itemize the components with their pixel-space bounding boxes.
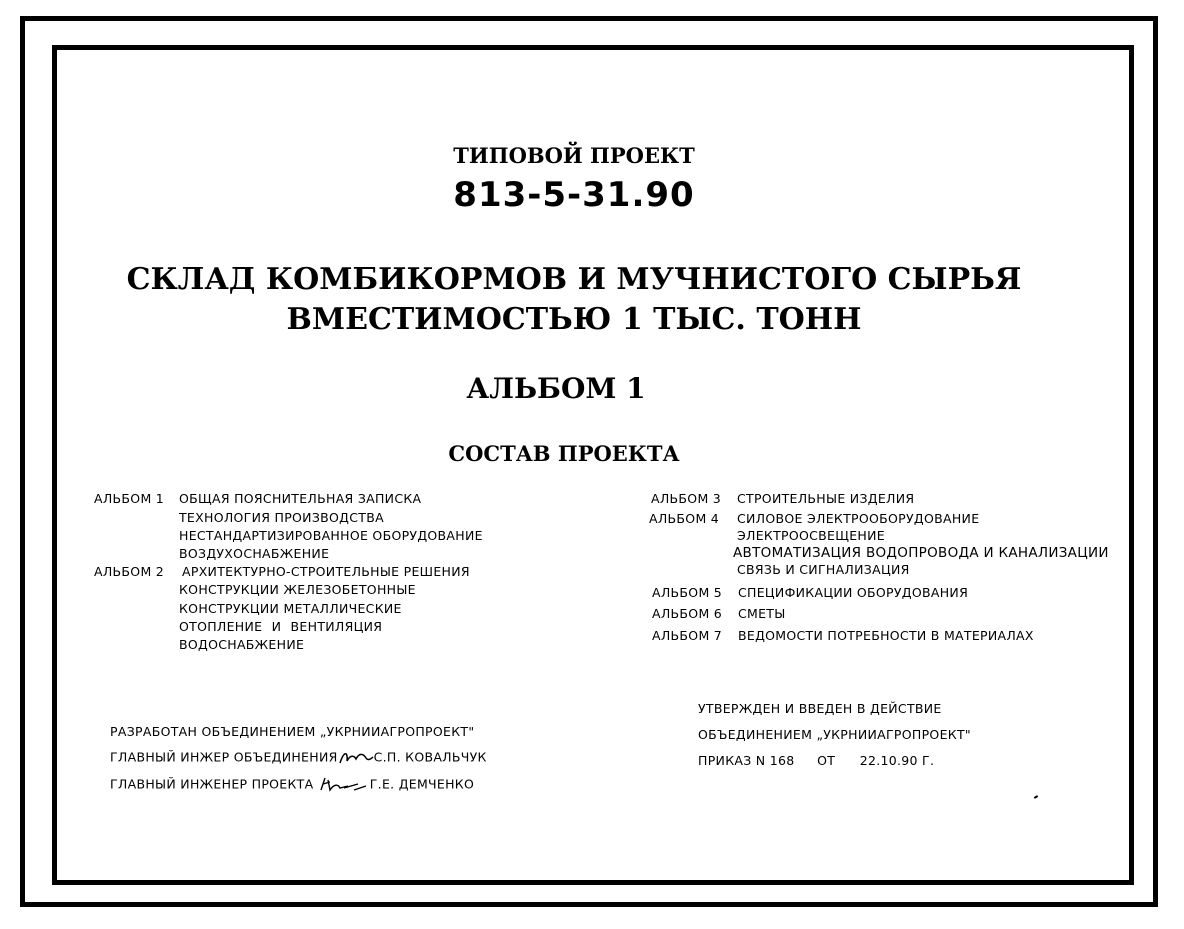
album-2-item: КОНСТРУКЦИИ МЕТАЛЛИЧЕСКИЕ	[179, 601, 402, 616]
album-2-item: КОНСТРУКЦИИ ЖЕЛЕЗОБЕТОННЫЕ	[179, 582, 416, 597]
signature-kovalchuk-icon	[338, 749, 374, 767]
order-date: 22.10.90 Г.	[859, 753, 935, 768]
chief-engineer-name: С.П. КОВАЛЬЧУК	[373, 749, 487, 765]
album-5-item: СПЕЦИФИКАЦИИ ОБОРУДОВАНИЯ	[738, 585, 969, 600]
album-7-label: АЛЬБОМ 7	[652, 628, 723, 643]
album-2-item: АРХИТЕКТУРНО-СТРОИТЕЛЬНЫЕ РЕШЕНИЯ	[182, 564, 470, 579]
developed-by: РАЗРАБОТАН ОБЪЕДИНЕНИЕМ „УКРНИИАГРОПРОЕКТ"	[110, 724, 475, 739]
album-5-label: АЛЬБОМ 5	[652, 585, 723, 600]
album-1-item: НЕСТАНДАРТИЗИРОВАННОЕ ОБОРУДОВАНИЕ	[179, 528, 483, 543]
album-2-item: ОТОПЛЕНИЕ И ВЕНТИЛЯЦИЯ	[179, 619, 383, 634]
album-2-item: ВОДОСНАБЖЕНИЕ	[179, 637, 305, 652]
project-engineer-name: Г.Е. ДЕМЧЕНКО	[369, 776, 475, 792]
approval-line-2: ОБЪЕДИНЕНИЕМ „УКРНИИАГРОПРОЕКТ"	[698, 727, 971, 742]
album-1-item: ТЕХНОЛОГИЯ ПРОИЗВОДСТВА	[179, 510, 384, 525]
album-4-item: СВЯЗЬ И СИГНАЛИЗАЦИЯ	[737, 562, 910, 577]
project-number: 813-5-31.90	[453, 175, 695, 215]
album-6-label: АЛЬБОМ 6	[652, 606, 723, 621]
composition-heading: СОСТАВ ПРОЕКТА	[448, 441, 680, 466]
album-2-label: АЛЬБОМ 2	[94, 564, 165, 579]
signature-demchenko-icon	[318, 776, 370, 794]
approval-line-1: УТВЕРЖДЕН И ВВЕДЕН В ДЕЙСТВИЕ	[698, 701, 942, 716]
album-6-item: СМЕТЫ	[738, 606, 786, 621]
approval-order	[698, 753, 934, 768]
album-7-item: ВЕДОМОСТИ ПОТРЕБНОСТИ В МАТЕРИАЛАХ	[738, 628, 1034, 643]
album-4-item: СИЛОВОЕ ЭЛЕКТРООБОРУДОВАНИЕ	[737, 511, 980, 526]
album-1-label: АЛЬБОМ 1	[94, 491, 165, 506]
album-3-item: СТРОИТЕЛЬНЫЕ ИЗДЕЛИЯ	[737, 491, 915, 506]
project-label: ТИПОВОЙ ПРОЕКТ	[453, 143, 695, 168]
title-line-1: СКЛАД КОМБИКОРМОВ И МУЧНИСТОГО СЫРЬЯ	[126, 262, 1022, 297]
album-3-label: АЛЬБОМ 3	[651, 491, 722, 506]
album-4-label: АЛЬБОМ 4	[649, 511, 720, 526]
chief-engineer-label: ГЛАВНЫЙ ИНЖЕР ОБЪЕДИНЕНИЯ	[110, 749, 338, 765]
album-title: АЛЬБОМ 1	[466, 372, 646, 405]
album-4-item: АВТОМАТИЗАЦИЯ ВОДОПРОВОДА И КАНАЛИЗАЦИИ	[733, 545, 1109, 561]
album-1-item: ВОЗДУХОСНАБЖЕНИЕ	[179, 546, 330, 561]
project-engineer-label: ГЛАВНЫЙ ИНЖЕНЕР ПРОЕКТА	[110, 776, 314, 792]
chief-engineer-line	[110, 749, 487, 767]
album-1-item: ОБЩАЯ ПОЯСНИТЕЛЬНАЯ ЗАПИСКА	[179, 491, 422, 506]
album-4-item: ЭЛЕКТРООСВЕЩЕНИЕ	[737, 528, 885, 543]
order-label: ПРИКАЗ N	[698, 753, 766, 768]
title-line-2: ВМЕСТИМОСТЬЮ 1 ТЫС. ТОНН	[286, 302, 862, 337]
order-from-label: ОТ	[817, 753, 836, 768]
project-engineer-line	[110, 776, 474, 794]
order-number: 168	[769, 753, 795, 768]
